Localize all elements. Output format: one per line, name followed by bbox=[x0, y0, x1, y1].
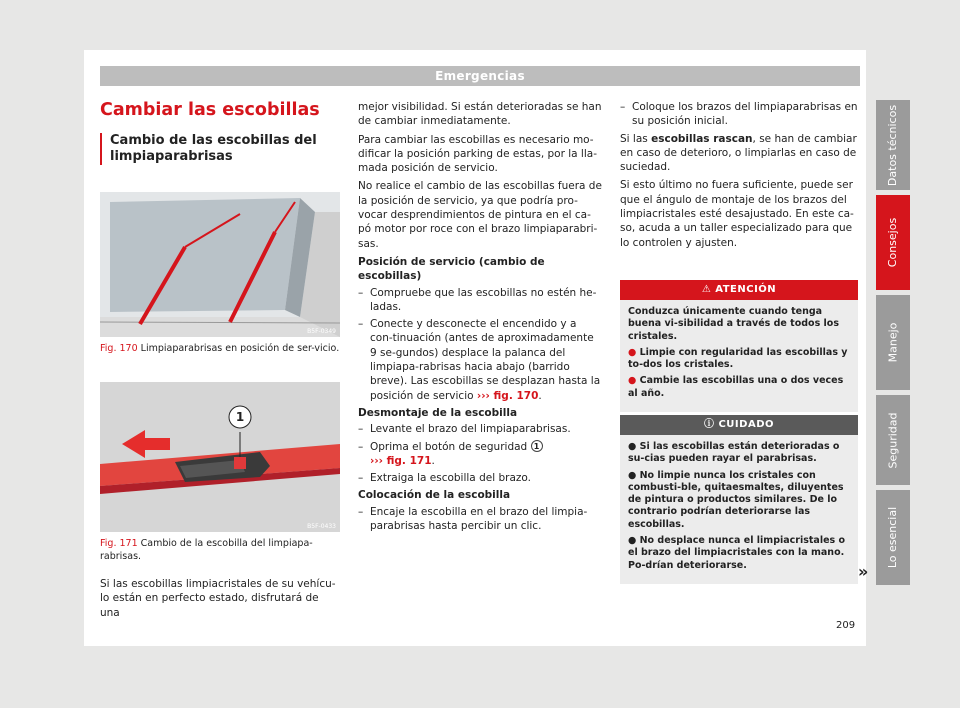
heading-install: Colocación de la escobilla bbox=[358, 489, 511, 502]
warning-intro: Conduzca únicamente cuando tenga buena vi-sibilidad a través de todos los cristales. bbox=[628, 306, 839, 342]
info-circle-icon: ⓘ bbox=[703, 419, 715, 430]
caution-item bbox=[628, 535, 850, 572]
warning-box bbox=[620, 280, 858, 412]
tab-lo-esencial[interactable] bbox=[876, 490, 910, 585]
figure-170-image bbox=[100, 192, 340, 337]
list-item-text: Compruebe que las escobillas no estén he-ladas. bbox=[370, 286, 597, 313]
sub-title: Cambio de las escobillas del limpiaparabrisas bbox=[100, 133, 340, 165]
list bbox=[358, 422, 602, 485]
figure-171-caption bbox=[100, 537, 340, 563]
tab-label: Lo esencial bbox=[886, 506, 900, 569]
text: , se han de cambiar en caso de deterioro, o limpiarlas en caso de suciedad. bbox=[620, 132, 857, 174]
paragraph: Si las escobillas limpiacristales de su vehícu-lo están en perfecto estado, disfrutará de una bbox=[100, 578, 336, 619]
list bbox=[620, 100, 858, 129]
list-item: – Conecte y desconecte el encendido y a con-tinuación (antes de aproximadamente 9 se-gundos) desplace la palanca del limpiapa-rabrisas hacia abajo (barrido breve). Las escobillas se desplazan hasta la posición de servicio ››› fig. 170. bbox=[358, 317, 602, 403]
caution-title: CUIDADO bbox=[718, 419, 774, 430]
list-item: – Oprima el botón de seguridad 1 ››› fig. 171. bbox=[358, 440, 602, 469]
figure-code: B5F-0433 bbox=[307, 523, 336, 530]
caution-item bbox=[628, 441, 850, 466]
caution-item-text: Si las escobillas están deterioradas o su-cias pueden rayar el parabrisas. bbox=[628, 441, 840, 465]
bullet-icon: ● bbox=[628, 375, 637, 387]
warning-header bbox=[620, 280, 858, 300]
caption-text: Cambio de la escobilla del limpiapa-rabrisas. bbox=[100, 538, 313, 562]
bullet-icon: ● bbox=[628, 346, 637, 358]
tab-consejos[interactable] bbox=[876, 195, 910, 290]
paragraph: mejor visibilidad. Si están deterioradas se han de cambiar inmediatamente. bbox=[358, 101, 602, 128]
tab-manejo[interactable] bbox=[876, 295, 910, 390]
list-item-text: Encaje la escobilla en el brazo del limpia-parabrisas hasta percibir un clic. bbox=[370, 505, 588, 533]
tab-seguridad[interactable] bbox=[876, 395, 910, 485]
caution-item bbox=[628, 470, 850, 531]
tab-label: Consejos bbox=[886, 217, 900, 268]
tab-label: Seguridad bbox=[886, 412, 900, 468]
caption-text: Limpiaparabrisas en posición de ser-vicio. bbox=[140, 343, 340, 354]
figure-ref-link[interactable]: ››› fig. 171 bbox=[370, 454, 432, 467]
tab-label: Datos técnicos bbox=[886, 104, 900, 186]
list-item bbox=[358, 422, 602, 436]
callout-1: 1 bbox=[235, 410, 245, 424]
emphasis: escobillas rascan bbox=[651, 132, 753, 145]
bullet-icon: ● bbox=[628, 469, 637, 481]
warning-body bbox=[620, 300, 858, 412]
figure-number: Fig. 170 bbox=[100, 343, 138, 354]
warning-triangle-icon: ⚠ bbox=[701, 284, 712, 295]
list-item bbox=[358, 286, 602, 315]
warning-title: ATENCIÓN bbox=[715, 284, 777, 295]
caution-body bbox=[620, 435, 858, 584]
list-item-text: Conecte y desconecte el encendido y a con-tinuación (antes de aproximadamente 9 se-gundos) desplace la palanca del limpiapa-rabrisas hacia abajo (barrido breve). Las escobillas se desplazan hasta la posición de servicio bbox=[370, 318, 601, 402]
page-number: 209 bbox=[836, 620, 856, 631]
caution-item-text: No limpie nunca los cristales con combusti-ble, quitaesmaltes, diluyentes de pintura o productos similares. De lo contrario podrían deteriorarse las escobillas. bbox=[628, 469, 844, 530]
figure-code: B5F-0349 bbox=[307, 328, 336, 335]
bullet-icon: ● bbox=[628, 535, 637, 547]
list-item-text: Oprima el botón de seguridad bbox=[370, 440, 528, 453]
paragraph: No realice el cambio de las escobillas fuera de la posición de servicio, ya que podría pro-vocar desprendimientos de pintura en el ca-pó motor por roce con el brazo limpiaparabri-sas. bbox=[358, 180, 602, 250]
caution-box bbox=[620, 415, 858, 584]
chapter-header: Emergencias bbox=[100, 66, 860, 86]
list-item bbox=[358, 471, 602, 485]
list-item-text: Extraiga la escobilla del brazo. bbox=[370, 472, 531, 485]
caution-header bbox=[620, 415, 858, 435]
warning-item-text: Limpie con regularidad las escobillas y to-dos los cristales. bbox=[628, 346, 848, 371]
tab-label: Manejo bbox=[886, 322, 900, 363]
warning-item bbox=[628, 375, 850, 400]
callout-number: 1 bbox=[531, 440, 543, 452]
caution-item-text: No desplace nunca el limpiacristales o el brazo del limpiacristales con la mano. Po-drían deteriorarse. bbox=[628, 535, 846, 571]
tab-datos-tecnicos[interactable] bbox=[876, 100, 910, 190]
list-item bbox=[358, 505, 602, 534]
warning-item-text: Cambie las escobillas una o dos veces al año. bbox=[628, 375, 844, 399]
list-item bbox=[620, 100, 858, 129]
section-title: Cambiar las escobillas bbox=[100, 100, 320, 120]
paragraph bbox=[620, 132, 858, 175]
list bbox=[358, 286, 602, 403]
list bbox=[358, 505, 602, 534]
column-2 bbox=[358, 100, 602, 536]
continue-arrow-icon: » bbox=[858, 562, 869, 581]
column-1-text bbox=[100, 577, 340, 624]
paragraph: Para cambiar las escobillas es necesario mo-dificar la posición parking de estas, por la lla-mada posición de servicio. bbox=[358, 133, 597, 175]
list-item-text: Coloque los brazos del limpiaparabrisas en su posición inicial. bbox=[632, 101, 858, 128]
warning-item bbox=[628, 347, 850, 372]
figure-170-caption bbox=[100, 342, 340, 355]
heading-removal: Desmontaje de la escobilla bbox=[358, 406, 518, 419]
heading-service-position: Posición de servicio (cambio de escobillas) bbox=[358, 255, 545, 283]
column-3 bbox=[620, 100, 858, 254]
text: Si las bbox=[620, 132, 648, 145]
figure-number: Fig. 171 bbox=[100, 538, 138, 549]
list-item-text: Levante el brazo del limpiaparabrisas. bbox=[370, 423, 571, 436]
figure-171-image bbox=[100, 382, 340, 532]
figure-ref-link[interactable]: ››› fig. 170 bbox=[476, 389, 539, 402]
bullet-icon: ● bbox=[628, 441, 637, 452]
paragraph: Si esto último no fuera suficiente, puede ser que el ángulo de montaje de los brazos del limpiacristales esté desajustado. En este ca-so, acuda a un taller especializado para que lo controlen y ajusten. bbox=[620, 179, 854, 249]
